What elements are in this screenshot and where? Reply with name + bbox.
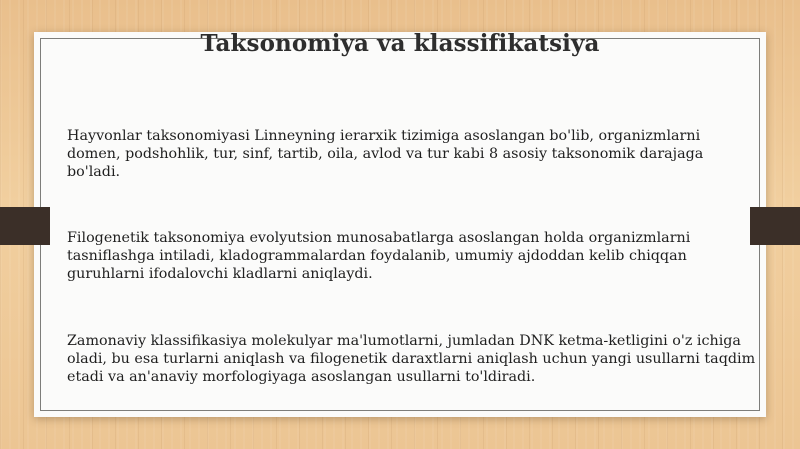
paragraph-modern-classification: Zamonaviy klassifikasiya molekulyar ma'lumotlarni, jumladan DNK ketma-ketligini o'z ichiga oladi, bu esa turlarni aniqlash va filogenetik daraxtlarni aniqlash uchun yangi usullarni taqdim etadi va an'anaviy morfologiyaga asoslangan usullarni to'ldiradi. xyxy=(67,333,756,385)
slide-title: Taksonomiya va klassifikatsiya xyxy=(200,30,600,57)
left-side-tab xyxy=(0,207,50,245)
right-side-tab xyxy=(750,207,800,245)
paragraph-linnaean-taxonomy: Hayvonlar taksonomiyasi Linneyning ierarxik tizimiga asoslangan bo'lib, organizmlarni domen, podshohlik, tur, sinf, tartib, oila, avlod va tur kabi 8 asosiy taksonomik darajaga bo'ladi. xyxy=(67,128,704,180)
paragraph-phylogenetic-taxonomy: Filogenetik taksonomiya evolyutsion munosabatlarga asoslangan holda organizmlarni tasniflashga intiladi, kladogrammalardan foydalanib, umumiy ajdoddan kelib chiqqan guruhlarni ifodalovchi kladlarni aniqlaydi. xyxy=(67,230,691,282)
